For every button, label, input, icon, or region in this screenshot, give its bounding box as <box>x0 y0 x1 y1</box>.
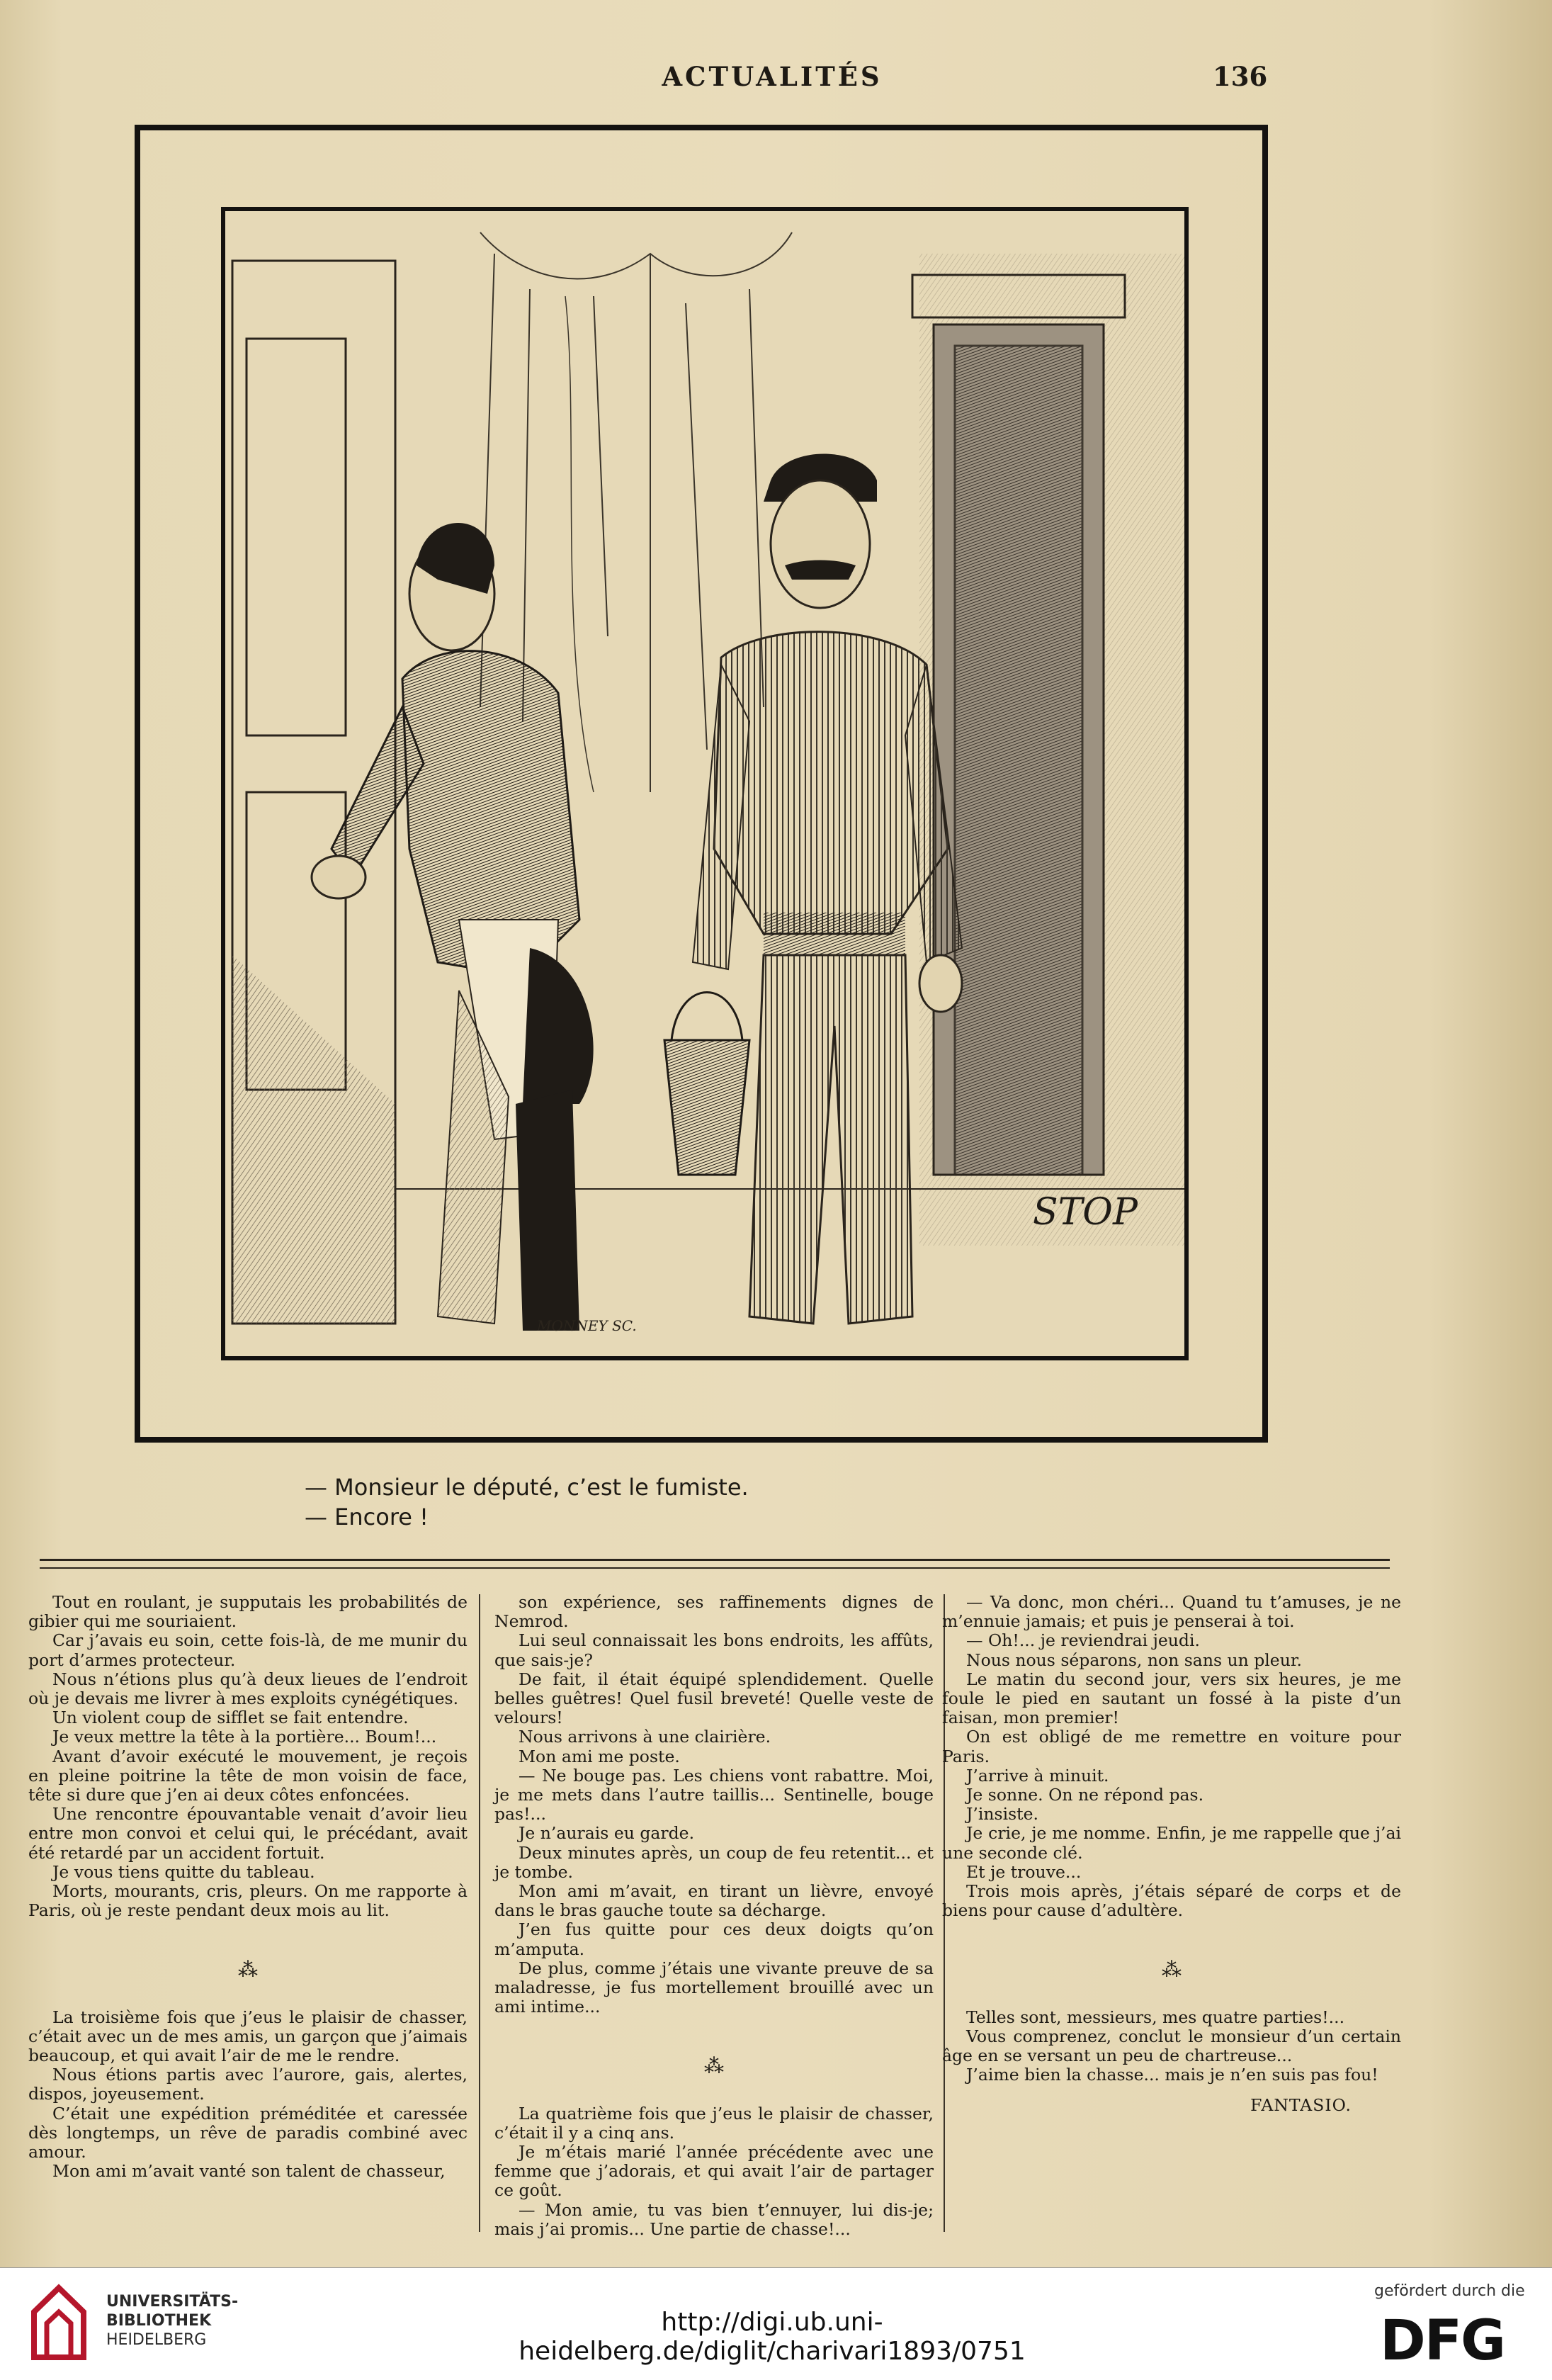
article-column-2 <box>494 1593 934 2239</box>
library-name-line: BIBLIOTHEK <box>106 2312 212 2330</box>
right-doorway <box>912 275 1125 1175</box>
paragraph: — Ne bouge pas. Les chiens vont rabattre. Moi, je me mets dans l’autre taillis... Sentinelle, bouge pas!... <box>494 1765 934 1825</box>
column-divider <box>479 1594 480 2232</box>
library-name[interactable] <box>106 2292 238 2350</box>
article-column-1 <box>28 1593 468 2181</box>
paragraph: Je sonne. On ne répond pas. <box>966 1785 1204 1805</box>
paragraph: Je veux mettre la tête à la portière... Boum!... <box>52 1727 437 1747</box>
paragraph: De plus, comme j’étais une vivante preuve de sa maladresse, je fus mortellement brouillé avec un ami intime... <box>494 1958 934 2017</box>
paragraph: J’insiste. <box>966 1804 1038 1825</box>
university-library-logo-icon[interactable] <box>30 2284 88 2362</box>
paragraph: On est obligé de me remettre en voiture pour Paris. <box>942 1727 1401 1766</box>
dfg-logo[interactable]: DFG <box>1380 2309 1505 2373</box>
paragraph: Vous comprenez, conclut le monsieur d’un certain âge en se versant un peu de chartreuse... <box>942 2026 1401 2066</box>
paragraph: Deux minutes après, un coup de feu retentit... et je tombe. <box>494 1842 934 1882</box>
paragraph: — Va donc, mon chéri... Quand tu t’amuses, je ne m’ennuie jamais; et puis je penserai à toi. <box>942 1592 1401 1632</box>
caption-line: — Encore ! <box>305 1504 429 1530</box>
illustration-caption <box>305 1472 749 1532</box>
paragraph: Une rencontre épouvantable venait d’avoir lieu entre mon convoi et celui qui, le précédant, avait été retardé par un accident fortuit. <box>28 1804 468 1863</box>
paragraph: De fait, il était équipé splendidement. Quelle belles guêtres! Quel fusil breveté! Quelle veste de velours! <box>494 1669 934 1728</box>
author-signature: FANTASIO. <box>1250 2095 1352 2116</box>
paragraph: Trois mois après, j’étais séparé de corps et de biens pour cause d’adultère. <box>942 1881 1401 1921</box>
paragraph: Mon ami m’avait, en tirant un lièvre, envoyé dans le bras gauche toute sa décharge. <box>494 1881 934 1921</box>
paragraph: Nous n’étions plus qu’à deux lieues de l’endroit où je devais me livrer à mes exploits cynégétiques. <box>28 1669 468 1709</box>
paragraph: J’arrive à minuit. <box>966 1765 1109 1786</box>
paragraph: Le matin du second jour, vers six heures, je me foule le pied en sautant un fossé à la piste d’un faisan, mon premier! <box>942 1669 1401 1728</box>
paragraph: J’aime bien la chasse... mais je n’en suis pas fou! <box>966 2065 1378 2085</box>
section-separator: ⁂ <box>704 2054 724 2078</box>
paragraph: Nous étions partis avec l’aurore, gais, alertes, dispos, joyeusement. <box>28 2065 468 2104</box>
illustration <box>225 211 1184 1356</box>
divider <box>40 1567 1390 1569</box>
caption-line: — Monsieur le député, c’est le fumiste. <box>305 1474 749 1501</box>
permalink-url[interactable]: http://digi.ub.uni-heidelberg.de/diglit/charivari1893/0751 <box>519 2308 1026 2366</box>
paragraph: Mon ami me poste. <box>519 1746 680 1766</box>
engraver-credit: MONNEY SC. <box>537 1317 637 1334</box>
funding-note: gefördert durch die <box>1374 2282 1525 2300</box>
paragraph: Nous nous séparons, non sans un pleur. <box>966 1649 1302 1670</box>
paragraph: J’en fus quitte pour ces deux doigts qu’on m’amputa. <box>494 1919 934 1959</box>
section-title: ACTUALITÉS <box>662 61 883 92</box>
article-column-3 <box>942 1593 1401 2116</box>
illustration-frame <box>221 207 1189 1360</box>
paragraph: Car j’avais eu soin, cette fois-là, de me munir du port d’armes protecteur. <box>28 1630 468 1670</box>
artist-signature: STOP <box>1033 1191 1138 1234</box>
paragraph: C’était une expédition préméditée et caressée dès longtemps, un rêve de paradis combiné avec amour. <box>28 2103 468 2162</box>
section-separator: ⁂ <box>1162 1958 1182 1982</box>
library-name-line: UNIVERSITÄTS- <box>106 2293 239 2311</box>
paragraph: — Mon amie, tu vas bien t’ennuyer, lui dis-je; mais j’ai promis... Une partie de chasse!... <box>494 2199 934 2239</box>
paragraph: La troisième fois que j’eus le plaisir de chasser, c’était avec un de mes amis, un garçon que j’aimais beaucoup, et qui avait l’air de me le rendre. <box>28 2007 468 2066</box>
divider <box>40 1559 1390 1561</box>
paragraph: Avant d’avoir exécuté le mouvement, je reçois en pleine poitrine la tête de mon voisin de face, tête si dure que j’en ai deux côtes enfoncées. <box>28 1746 468 1805</box>
paragraph: Lui seul connaissait les bons endroits, les affûts, que sais-je? <box>494 1630 934 1670</box>
paragraph: Tout en roulant, je supputais les probabilités de gibier qui me souriaient. <box>28 1592 468 1632</box>
paragraph: Je n’aurais eu garde. <box>519 1823 695 1844</box>
paragraph: — Oh!... je reviendrai jeudi. <box>966 1630 1200 1651</box>
paragraph: Morts, mourants, cris, pleurs. On me rapporte à Paris, où je reste pendant deux mois au lit. <box>28 1881 468 1921</box>
paragraph: Je vous tiens quitte du tableau. <box>52 1861 315 1882</box>
page-number: 136 <box>1213 61 1268 92</box>
paragraph: Et je trouve... <box>966 1861 1082 1882</box>
section-separator: ⁂ <box>238 1958 258 1982</box>
paragraph: Mon ami m’avait vanté son talent de chasseur, <box>52 2161 446 2182</box>
paragraph: Un violent coup de sifflet se fait entendre. <box>52 1708 409 1728</box>
paragraph: La quatrième fois que j’eus le plaisir de chasser, c’était il y a cinq ans. <box>494 2103 934 2143</box>
paragraph: Telles sont, messieurs, mes quatre parties!... <box>966 2007 1345 2027</box>
paragraph: Je crie, je me nomme. Enfin, je me rappelle que j’ai une seconde clé. <box>942 1823 1401 1863</box>
paragraph: son expérience, ses raffinements dignes de Nemrod. <box>494 1592 934 1632</box>
paragraph: Nous arrivons à une clairière. <box>519 1727 771 1747</box>
viewer-footer <box>0 2267 1552 2380</box>
paragraph: Je m’étais marié l’année précédente avec une femme que j’adorais, et qui avait l’air de partager ce goût. <box>494 2142 934 2201</box>
library-name-line: HEIDELBERG <box>106 2331 207 2349</box>
